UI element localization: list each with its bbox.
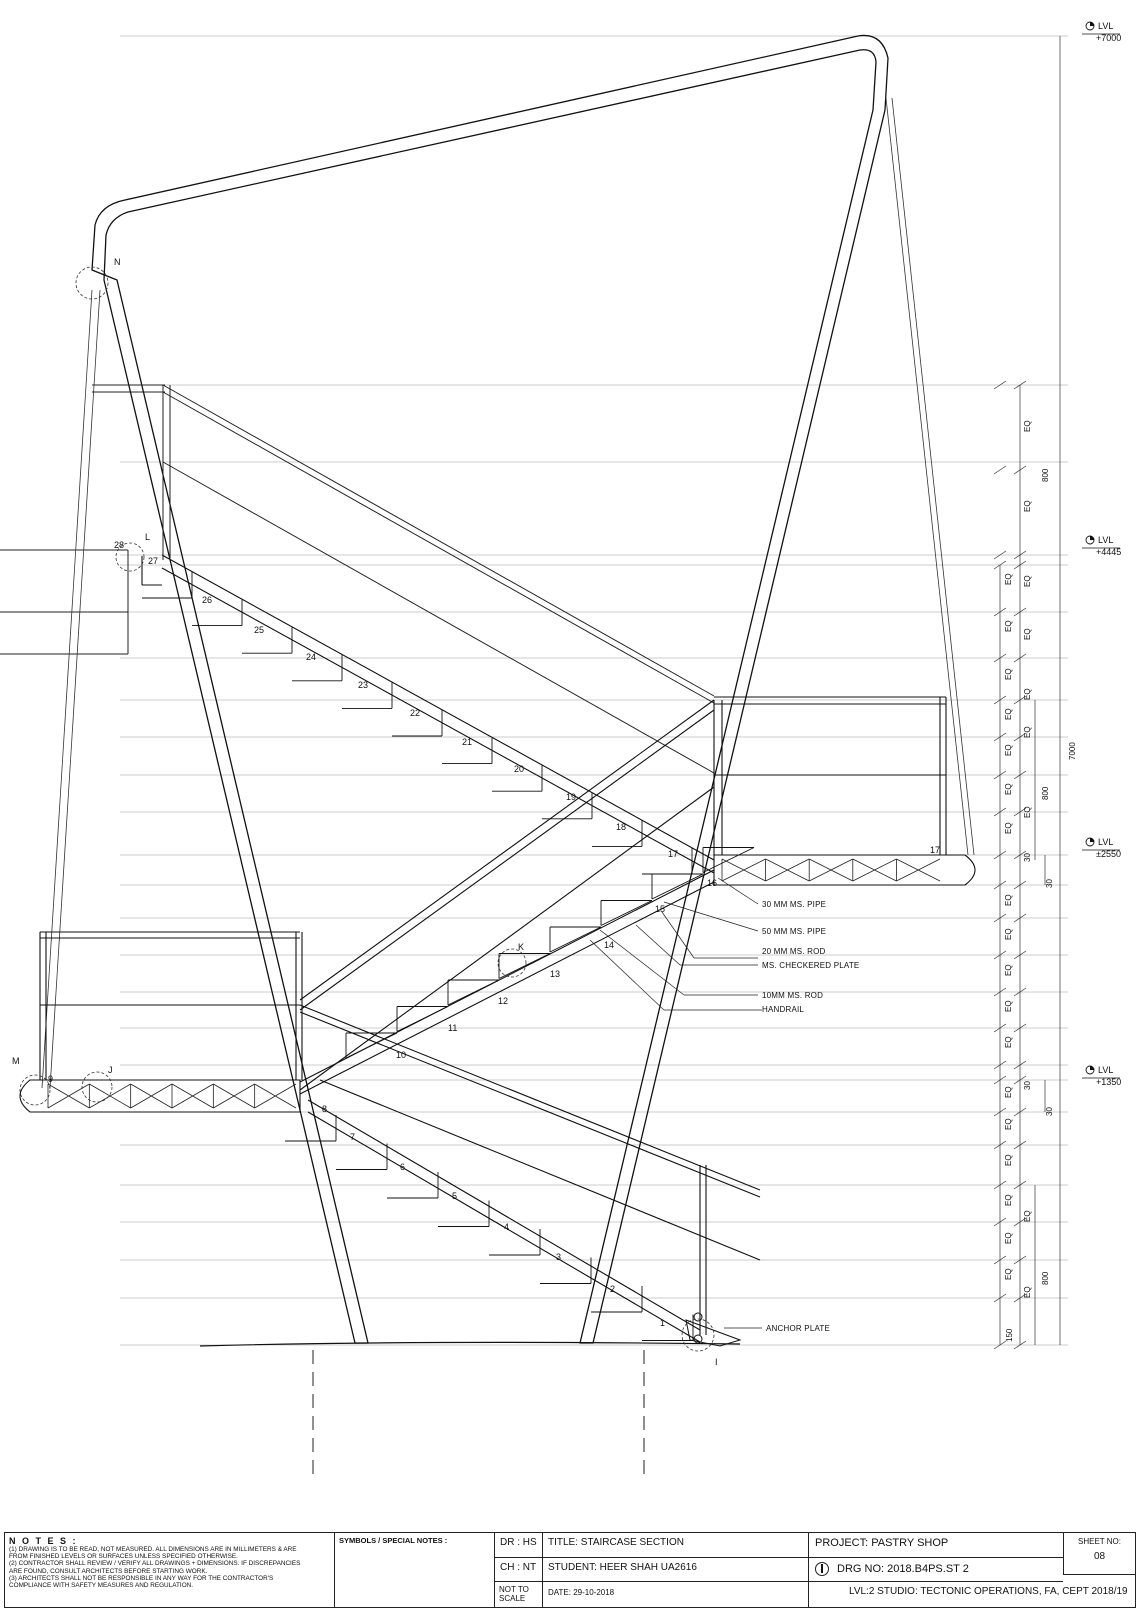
step-number-20: 20 — [514, 764, 525, 774]
upper-landing — [714, 697, 975, 885]
detail-tag-l: L — [145, 532, 151, 542]
level-marker-icon-fill — [1090, 1066, 1094, 1070]
upper-slab — [0, 550, 128, 654]
step-number-19: 19 — [566, 792, 577, 802]
note-1: (1) DRAWING IS TO BE READ, NOT MEASURED. ALL DIMENSIONS ARE IN MILLIMETERS & ARE FROM FINISHED LEVELS OR SURFACES UNLESS SPECIFIED OTHERWISE. — [9, 1546, 297, 1561]
symbols-panel — [335, 1533, 495, 1607]
detail-tag-i: I — [715, 1357, 718, 1367]
dimension-eq-label: EQ — [1004, 1232, 1013, 1244]
callout-label: HANDRAIL — [762, 1005, 805, 1014]
level-marker-icon-fill — [1090, 838, 1094, 842]
dimension-eq-label: EQ — [1004, 1268, 1013, 1280]
dimension-eq-label: EQ — [1023, 806, 1032, 818]
step-number-10: 10 — [396, 1050, 407, 1060]
drawing-number-row — [809, 1558, 1063, 1582]
landing-step-number: 17 — [930, 845, 941, 855]
step-number-25: 25 — [254, 625, 265, 635]
step-number-13: 13 — [550, 969, 561, 979]
dim-total-height: 7000 — [1068, 742, 1077, 760]
callout-label: MS. CHECKERED PLATE — [762, 961, 860, 970]
dim-landing-a: 30 — [1023, 853, 1032, 862]
notes-title: N O T E S : — [9, 1536, 78, 1546]
callout-label: 30 MM MS. PIPE — [762, 900, 827, 909]
dim-base: 150 — [1005, 1328, 1014, 1342]
level-marker-4 — [1082, 1065, 1121, 1087]
dimension-eq-label: EQ — [1023, 1210, 1032, 1222]
mid-tread-brace — [346, 1033, 397, 1058]
step-number-26: 26 — [202, 595, 213, 605]
step-number-12: 12 — [498, 996, 509, 1006]
lower-landing — [20, 932, 302, 1112]
north-arrow-icon — [815, 1562, 829, 1576]
dimension-eq-label: EQ — [1004, 964, 1013, 976]
note-3: (3) ARCHITECTS SHALL NOT BE RESPONSIBLE IN ANY WAY FOR THE CONTRACTOR'S COMPLIANCE WITH SAFETY MEASURES AND REGULATION. — [9, 1574, 274, 1590]
step-number-22: 22 — [410, 708, 421, 718]
step-number-21: 21 — [462, 737, 473, 747]
dimension-tick — [994, 466, 1006, 474]
step-number-14: 14 — [604, 940, 615, 950]
note-2: (2) CONTRACTOR SHALL REVIEW / VERIFY ALL DRAWINGS + DIMENSIONS. IF DISCREPANCIES ARE FOUND, CONSULT ARCHITECTS BEFORE STARTING WORK. — [9, 1560, 301, 1575]
horizontal-reference-lines — [120, 36, 1068, 1345]
dim-landing-d: 30 — [1045, 1107, 1054, 1116]
structural-frame — [92, 35, 888, 1343]
mid-tread-brace — [601, 901, 652, 926]
dimension-eq-label: EQ — [1004, 573, 1013, 585]
dimension-eq-label: EQ — [1023, 726, 1032, 738]
dimension-eq-label: EQ — [1004, 1036, 1013, 1048]
step-number-5: 5 — [452, 1191, 458, 1201]
dim-landing-b: 30 — [1045, 879, 1054, 888]
detail-tag-m: M — [12, 1056, 20, 1066]
level-value: +7000 — [1096, 33, 1122, 43]
step-number-4: 4 — [504, 1222, 510, 1232]
detail-tag-n: N — [114, 257, 121, 267]
callout-label: 50 MM MS. PIPE — [762, 927, 827, 936]
step-number-24: 24 — [306, 652, 317, 662]
mid-tread-brace — [448, 980, 499, 1005]
upper-flight — [142, 555, 714, 873]
scale-note: NOT TO SCALE — [495, 1582, 543, 1607]
mid-tread-brace — [550, 927, 601, 952]
dimension-eq-label: EQ — [1004, 708, 1013, 720]
project-name: PROJECT: PASTRY SHOP — [809, 1533, 1063, 1558]
step-number-6: 6 — [400, 1162, 406, 1172]
upper-flight-treads — [142, 572, 692, 874]
dimension-eq-label: EQ — [1004, 928, 1013, 940]
dimension-eq-label: EQ — [1004, 744, 1013, 756]
upper-landing-truss — [722, 859, 940, 881]
step-number-8: 8 — [322, 1104, 328, 1114]
level-marker-icon-fill — [1090, 22, 1094, 26]
level-label: LVL — [1098, 1065, 1114, 1075]
dimension-eq-label: EQ — [1023, 628, 1032, 640]
step-number-27: 27 — [148, 556, 159, 566]
lower-flight — [300, 1005, 760, 1342]
dimension-eq-label: EQ — [1004, 668, 1013, 680]
dimension-eq-label: EQ — [1023, 500, 1032, 512]
dim-lower-rail: 800 — [1041, 1271, 1050, 1285]
title-block — [4, 1532, 1136, 1608]
dimension-eq-label: EQ — [1023, 420, 1032, 432]
detail-tag-j: J — [108, 1065, 113, 1075]
notes-panel — [5, 1533, 335, 1607]
dimension-labels — [1005, 468, 1077, 1342]
step-number-16: 16 — [707, 878, 718, 888]
step-number-23: 23 — [358, 680, 369, 690]
dimension-eq-label: EQ — [1004, 783, 1013, 795]
level-marker-1 — [1082, 21, 1121, 43]
suspension-cables — [42, 98, 974, 1088]
dimension-eq-label: EQ — [1023, 688, 1032, 700]
level-label: LVL — [1098, 21, 1114, 31]
level-marker-icon-fill — [1090, 536, 1094, 540]
dim-mid-rail: 800 — [1041, 786, 1050, 800]
dim-landing-c: 30 — [1023, 1081, 1032, 1090]
step-number-9: 9 — [48, 1074, 54, 1084]
step-number-7: 7 — [350, 1132, 356, 1142]
level-markers — [1082, 21, 1121, 1087]
upper-handrail — [92, 385, 714, 773]
step-number-11: 11 — [448, 1023, 458, 1033]
footing-lines — [313, 1350, 644, 1480]
sheet-number: 08 — [1093, 1551, 1106, 1562]
level-value: ±2550 — [1096, 849, 1121, 859]
student-name: STUDENT: HEER SHAH UA2616 — [543, 1558, 809, 1582]
material-callouts — [762, 900, 859, 1333]
dimension-eq-label: EQ — [1004, 1194, 1013, 1206]
step-number-3: 3 — [556, 1252, 562, 1262]
level-marker-3 — [1082, 837, 1121, 859]
sheet-label: SHEET NO: — [1078, 1537, 1121, 1546]
callout-label: 10MM MS. ROD — [762, 991, 824, 1000]
step-number-28: 28 — [114, 540, 125, 550]
level-marker-2 — [1082, 535, 1121, 557]
step-number-17: 17 — [668, 849, 679, 859]
dimension-eq-label: EQ — [1023, 575, 1032, 587]
checked-by: CH : NT — [495, 1558, 543, 1582]
level-value: +4445 — [1096, 547, 1122, 557]
dimension-eq-label: EQ — [1004, 894, 1013, 906]
dimension-eq-label: EQ — [1004, 1000, 1013, 1012]
studio-name: LVL:2 STUDIO: TECTONIC OPERATIONS, FA, CEPT 2018/19 — [849, 1586, 1128, 1597]
dimension-eq-label: EQ — [1004, 1086, 1013, 1098]
callout-label: 20 MM MS. ROD — [762, 947, 826, 956]
drawing-date: DATE: 29-10-2018 — [543, 1582, 809, 1607]
dimension-eq-label: EQ — [1004, 1118, 1013, 1130]
mid-tread-brace — [652, 874, 703, 899]
dimension-eq-label: EQ — [1004, 620, 1013, 632]
drawing-number: DRG NO: 2018.B4PS.ST 2 — [837, 1562, 969, 1575]
dimension-eq-label: EQ — [1004, 1154, 1013, 1166]
ground-line — [200, 1342, 740, 1346]
middle-flight-treads — [346, 848, 754, 1059]
dimension-eq-label: EQ — [1004, 822, 1013, 834]
level-label: LVL — [1098, 837, 1114, 847]
step-number-15: 15 — [655, 904, 666, 914]
level-value: +1350 — [1096, 1077, 1122, 1087]
step-number-18: 18 — [616, 822, 627, 832]
symbols-title: SYMBOLS / SPECIAL NOTES : — [339, 1536, 448, 1545]
callout-leaders — [590, 878, 762, 1328]
step-number-1: 1 — [660, 1318, 666, 1328]
dim-upper-rail: 800 — [1041, 468, 1050, 482]
drawn-by: DR : HS — [495, 1533, 543, 1558]
detail-circles — [20, 267, 714, 1351]
detail-tag-k: K — [518, 942, 525, 952]
dimension-eq-label: EQ — [1023, 1286, 1032, 1298]
sheet-box — [1063, 1533, 1135, 1575]
drawing-title: TITLE: STAIRCASE SECTION — [543, 1533, 809, 1558]
level-label: LVL — [1098, 535, 1114, 545]
callout-label: ANCHOR PLATE — [766, 1324, 831, 1333]
step-number-2: 2 — [610, 1284, 616, 1294]
